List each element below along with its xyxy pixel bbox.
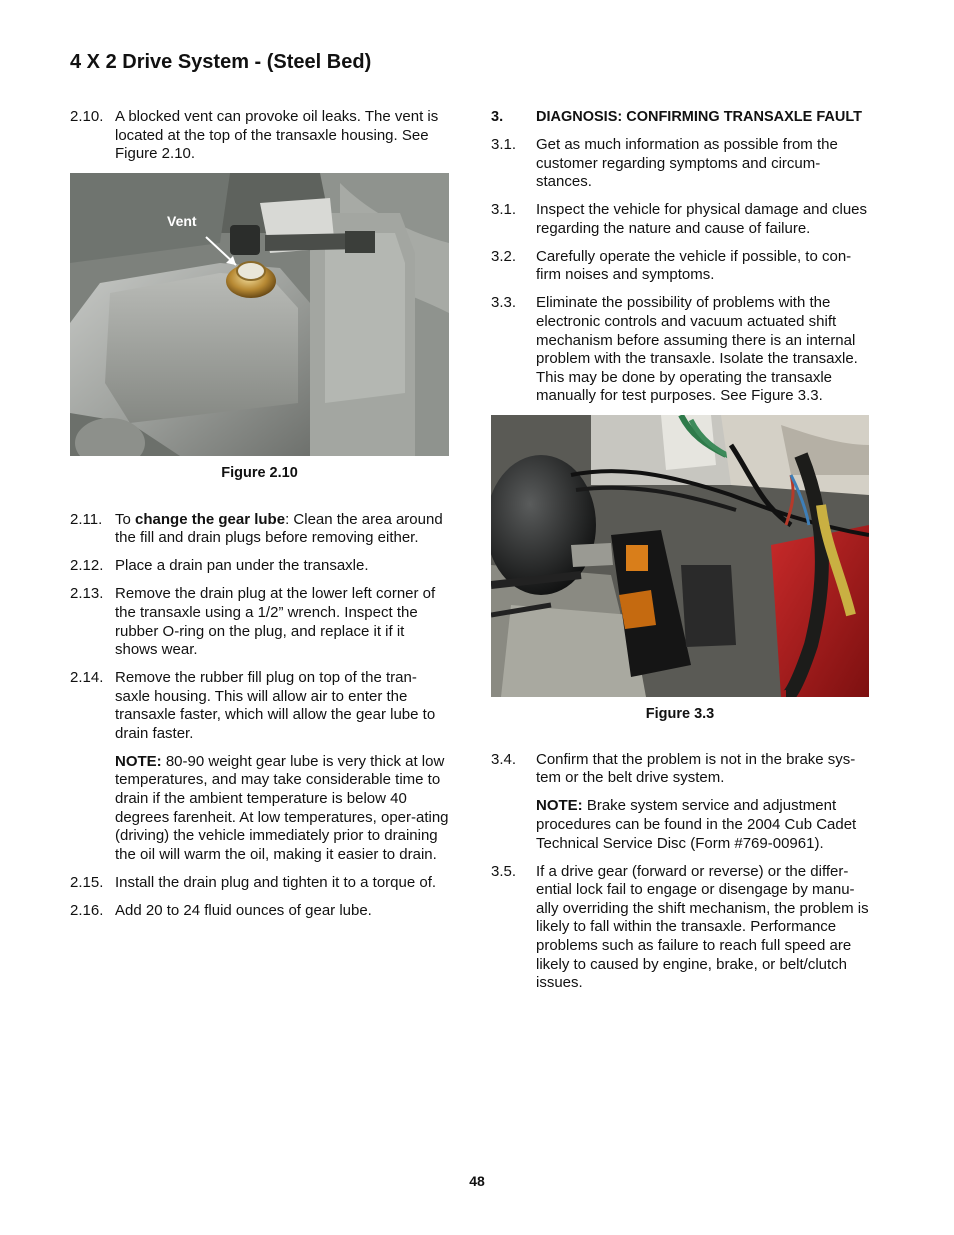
step-2-16	[70, 902, 450, 921]
section-title: DIAGNOSIS: CONFIRMING TRANSAXLE FAULT	[536, 109, 862, 125]
step-number: 2.16.	[70, 901, 104, 919]
note-text: Brake system service and adjustment procedures can be found in the 2004 Cub Cadet Technical Service Disc (Form #769-00961).	[536, 797, 857, 852]
section-number: 3.	[491, 109, 504, 125]
step-text: Remove the drain plug at the lower left corner of the transaxle using a 1/2” wrench. Inspect the rubber O-ring on the plug, and replace it if it shows wear.	[115, 585, 436, 659]
step-number: 2.15.	[70, 873, 104, 891]
left-column	[70, 108, 450, 930]
figure-3-3-photo	[491, 415, 869, 697]
step-number: 2.10.	[70, 108, 104, 125]
step-text: Carefully operate the vehicle if possible, to con-firm noises and symptoms.	[536, 247, 852, 284]
note-label: NOTE:	[115, 752, 162, 770]
step-3-1a	[491, 136, 871, 192]
note-2-14	[115, 753, 450, 865]
step-number: 2.13.	[70, 585, 104, 603]
step-2-12	[70, 557, 450, 576]
step-3-4	[491, 751, 871, 788]
step-2-11	[70, 511, 450, 548]
page-number: 48	[469, 1173, 485, 1189]
right-column	[491, 108, 871, 1002]
transaxle-vent-photo	[70, 173, 449, 456]
page-title: 4 X 2 Drive System - (Steel Bed)	[70, 51, 372, 73]
step-text: Confirm that the problem is not in the brake sys-tem or the belt drive system.	[536, 750, 856, 787]
step-2-15	[70, 874, 450, 893]
step-text: Add 20 to 24 fluid ounces of gear lube.	[115, 901, 372, 919]
step-text: If a drive gear (forward or reverse) or the differ-ential lock fail to engage or disengage by manu-ally overriding the shift mechanism, the problem is likely to fall within the transaxle. Performance problems such as failure to reach full speed are likely to caused by engine, brake, or belt/clutch issues.	[536, 862, 869, 992]
step-2-10	[70, 108, 450, 164]
step-text: Place a drain pan under the transaxle.	[115, 557, 369, 575]
note-text: 80-90 weight gear lube is very thick at low temperatures, and may take considerable time to drain if the ambient temperature is below 40 degrees farenheit. At low temperatures, oper-ating (driving) the vehicle immediately prior to draining the oil will warm the oil, making it easier to drain.	[115, 752, 449, 863]
step-text: Inspect the vehicle for physical damage and clues regarding the nature and cause of failure.	[536, 201, 868, 237]
bold-phrase: change the gear lube	[135, 510, 286, 528]
step-3-3	[491, 294, 871, 406]
note-3-4	[536, 797, 871, 853]
step-number: 2.12.	[70, 557, 104, 575]
figure-3-3-caption: Figure 3.3	[645, 706, 715, 723]
vent-label: Vent	[167, 213, 197, 230]
step-text: Remove the rubber fill plug on top of the tran-saxle housing. This will allow air to enter the transaxle faster, which will allow the gear lube to drain faster.	[115, 669, 436, 742]
step-number: 3.1.	[491, 201, 517, 219]
step-number: 3.3.	[491, 294, 517, 312]
step-3-2	[491, 248, 871, 285]
step-text: Get as much information as possible from the customer regarding symptoms and circum-stances.	[536, 135, 838, 191]
section-3-heading	[491, 108, 871, 127]
step-3-1b	[491, 201, 871, 238]
step-text: Eliminate the possibility of problems with the electronic controls and vacuum actuated shift mechanism before assuming there is an internal problem with the transaxle. Isolate the transaxle. This may be done by operating the transaxle manually for test purposes. See Figure 3.3.	[536, 294, 858, 405]
step-number: 3.5.	[491, 862, 517, 880]
step-number: 2.14.	[70, 669, 104, 687]
step-number: 3.4.	[491, 750, 517, 768]
step-text: Install the drain plug and tighten it to a torque of.	[115, 873, 437, 891]
step-number: 2.11.	[70, 510, 103, 528]
step-number: 3.1.	[491, 135, 517, 153]
step-3-5	[491, 863, 871, 993]
step-2-13	[70, 585, 450, 659]
note-label: NOTE:	[536, 797, 583, 815]
step-2-14	[70, 669, 450, 743]
step-text: To change the gear lube: Clean the area around the fill and drain plugs before removing either.	[115, 510, 443, 547]
figure-2-10-photo	[70, 173, 449, 456]
figure-2-10-caption: Figure 2.10	[221, 465, 298, 482]
step-text: A blocked vent can provoke oil leaks. The vent is located at the top of the transaxle housing. See Figure 2.10.	[115, 108, 439, 163]
shift-mechanism-photo	[491, 415, 869, 697]
step-number: 3.2.	[491, 247, 517, 265]
